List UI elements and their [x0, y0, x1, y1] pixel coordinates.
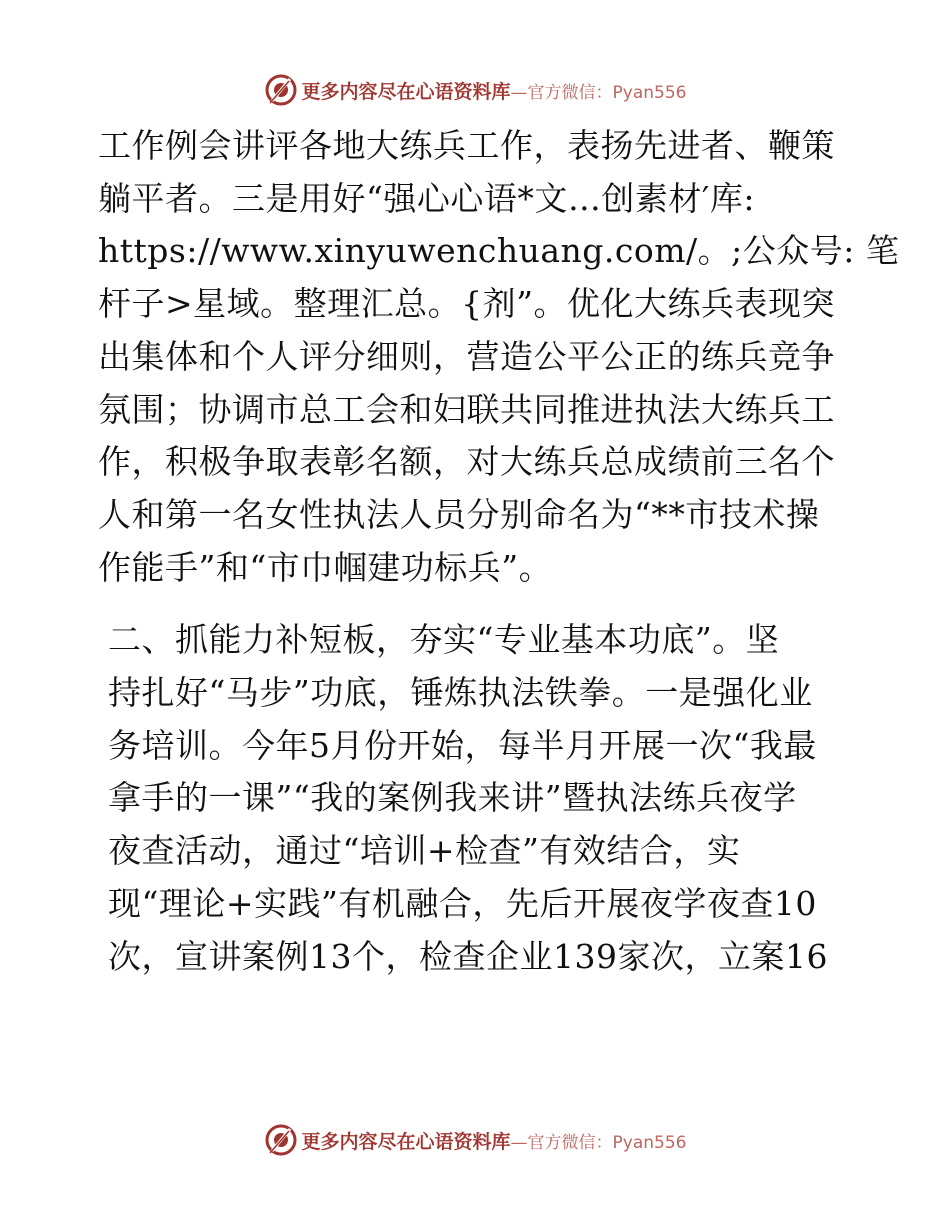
- text-line: 持扎好“马步”功底，锤炼执法铁拳。一是强化业: [108, 673, 813, 713]
- site-name: 更多内容尽在心语资料库: [301, 80, 511, 103]
- wechat-contact: —官方微信：Pyan556: [510, 1132, 687, 1153]
- text-line: 拿手的一课”“我的案例我来讲”暨执法练兵夜学: [108, 778, 797, 818]
- text-line: 务培训。今年5月份开始，每半月开展一次“我最: [108, 725, 817, 765]
- text-line: 作能手”和“市巾帼建功标兵”。: [98, 547, 553, 587]
- text-line: 人和第一名女性执法人员分别命名为“**市技术操: [98, 494, 820, 534]
- text-line: https://www.xinyuwenchuang.com/。;公众号: 笔: [98, 231, 900, 271]
- paragraph-2: [98, 614, 858, 983]
- text-line: 杆子>星域。整理汇总。{剂”。优化大练兵表现突: [98, 284, 836, 324]
- header-watermark-banner: [0, 70, 950, 110]
- pen-logo-icon: [264, 73, 298, 107]
- text-line: 次，宣讲案例13个，检查企业139家次，立案16: [108, 936, 828, 976]
- pen-logo-icon: [264, 1123, 298, 1157]
- document-body: [98, 120, 900, 983]
- text-line: 夜查活动，通过“培训+检查”有效结合，实: [108, 831, 741, 871]
- paragraph-1: [98, 120, 900, 594]
- text-line: 二、抓能力补短板，夯实“专业基本功底”。坚: [108, 620, 780, 660]
- site-name: 更多内容尽在心语资料库: [301, 1130, 511, 1153]
- wechat-contact: —官方微信：Pyan556: [510, 82, 687, 103]
- text-line: 作，积极争取表彰名额，对大练兵总成绩前三名个: [98, 442, 835, 482]
- footer-watermark-banner: [0, 1120, 950, 1160]
- text-line: 现“理论+实践”有机融合，先后开展夜学夜查10: [108, 883, 817, 923]
- text-line: 氛围；协调市总工会和妇联共同推进执法大练兵工: [98, 389, 835, 429]
- text-line: 出集体和个人评分细则，营造公平公正的练兵竞争: [98, 336, 835, 376]
- text-line: 工作例会讲评各地大练兵工作，表扬先进者、鞭策: [98, 126, 835, 165]
- text-line: 躺平者。三是用好“强心心语*文…创素材′库:: [98, 178, 755, 218]
